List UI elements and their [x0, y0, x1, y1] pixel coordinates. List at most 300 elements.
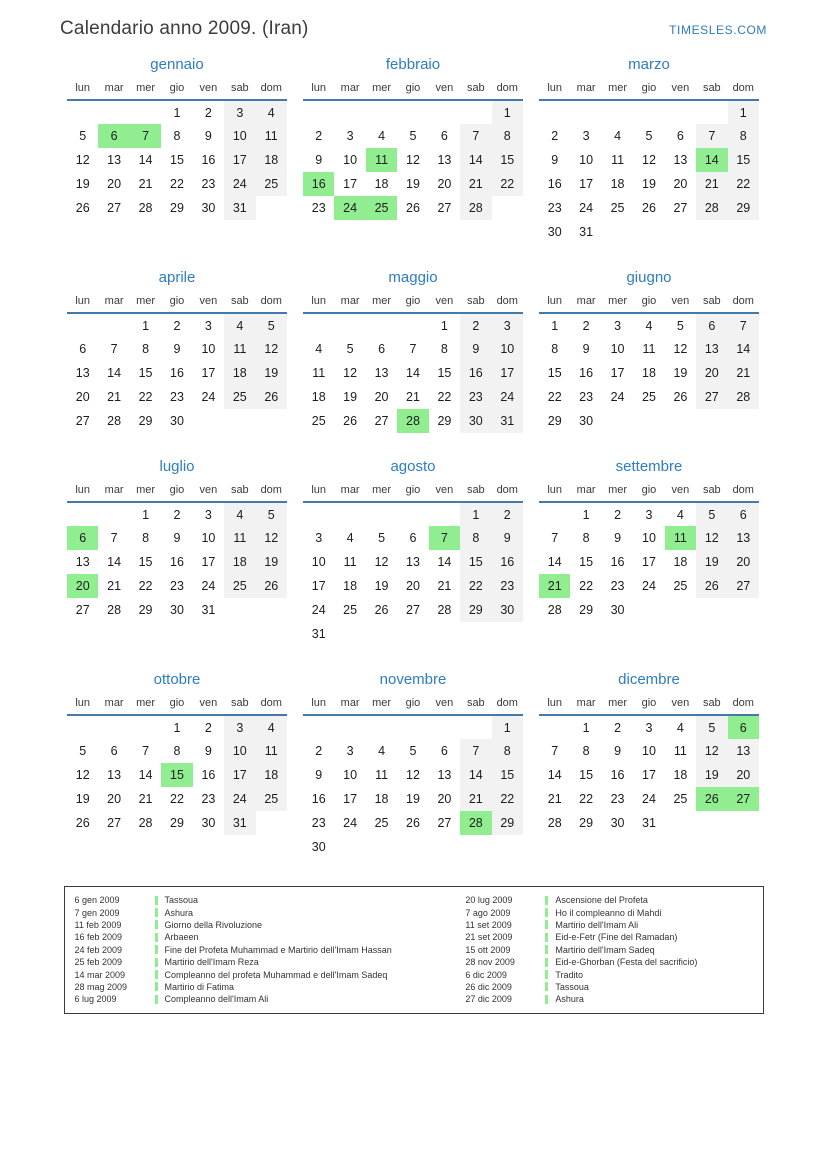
empty-cell [665, 220, 696, 244]
week-row [303, 763, 523, 787]
holiday-marker-bar [155, 908, 158, 917]
empty-cell [633, 100, 664, 124]
legend-row [455, 919, 762, 931]
day-cell: 20 [406, 579, 420, 593]
holiday-marker-bar [155, 920, 158, 929]
weekday-header: sab [224, 80, 255, 100]
day-cell: 3 [645, 507, 653, 522]
day-cell: 20 [728, 763, 759, 787]
legend-date: 21 set 2009 [465, 932, 513, 943]
legend-date: 28 mag 2009 [74, 981, 128, 992]
weekday-header: mer [366, 293, 397, 313]
day-cell: 5 [256, 502, 287, 526]
day-cell: 16 [201, 153, 216, 167]
day-cell: 2 [460, 313, 491, 337]
day-cell: 1 [142, 318, 150, 333]
day-cell: 26 [696, 787, 727, 811]
day-cell: 29 [138, 414, 153, 428]
day-cell: 1 [582, 720, 590, 735]
empty-cell [429, 502, 460, 526]
day-cell: 23 [610, 579, 625, 593]
day-cell: 7 [551, 744, 559, 758]
month-title: giugno [626, 269, 672, 286]
day-cell: 26 [75, 201, 90, 215]
day-cell: 22 [579, 792, 594, 806]
day-cell: 2 [614, 720, 622, 735]
week-row [539, 148, 759, 172]
day-cell: 6 [67, 526, 98, 550]
week-row [303, 361, 523, 385]
page-header [60, 18, 767, 40]
week-row [303, 100, 523, 124]
weekday-header: mar [570, 80, 601, 100]
day-cell: 20 [437, 177, 452, 191]
legend-label: Compleanno dell'Imam Ali [164, 994, 269, 1005]
day-cell: 9 [315, 768, 323, 782]
weekday-header: ven [193, 482, 224, 502]
day-cell: 20 [673, 177, 688, 191]
day-cell: 16 [201, 768, 216, 782]
weekday-header: sab [460, 80, 491, 100]
week-row [539, 739, 759, 763]
holiday-marker-bar [155, 958, 158, 967]
day-cell: 17 [311, 579, 326, 593]
empty-cell [98, 100, 129, 124]
day-cell: 18 [374, 792, 389, 806]
day-cell: 11 [343, 555, 357, 569]
day-cell: 29 [547, 414, 562, 428]
day-cell: 28 [437, 603, 452, 617]
day-cell: 23 [201, 177, 216, 191]
empty-cell [429, 622, 460, 646]
day-cell: 8 [551, 342, 559, 356]
day-cell: 12 [696, 739, 727, 763]
weekday-header: mar [334, 293, 365, 313]
month-table [303, 482, 523, 646]
month-title: febbraio [385, 56, 441, 73]
empty-cell [397, 502, 428, 526]
day-cell: 21 [728, 361, 759, 385]
day-cell: 9 [315, 153, 323, 167]
day-cell: 26 [642, 201, 656, 215]
day-cell: 10 [579, 153, 594, 167]
empty-cell [602, 220, 633, 244]
day-cell: 29 [579, 603, 594, 617]
legend-row [455, 944, 762, 956]
day-cell: 6 [409, 531, 417, 545]
month-title: dicembre [618, 671, 680, 688]
day-cell: 27 [406, 603, 420, 617]
day-cell: 21 [547, 792, 562, 806]
day-cell: 22 [437, 390, 452, 404]
weekday-header: mar [98, 80, 129, 100]
day-cell: 25 [642, 390, 656, 404]
day-cell: 5 [676, 318, 684, 333]
day-cell: 23 [170, 390, 184, 404]
legend-date: 27 dic 2009 [465, 994, 512, 1005]
day-cell: 5 [79, 744, 87, 758]
legend-label: Martirio dell'Imam Sadeq [555, 944, 655, 955]
day-cell: 20 [437, 792, 452, 806]
empty-cell [366, 622, 397, 646]
empty-cell [728, 220, 759, 244]
weekday-header: lun [539, 293, 570, 313]
day-cell: 15 [492, 148, 523, 172]
empty-cell [334, 715, 365, 739]
empty-cell [397, 715, 428, 739]
day-cell: 14 [138, 153, 153, 167]
weekday-header: gio [633, 293, 664, 313]
legend-row [455, 906, 762, 918]
empty-cell [67, 313, 98, 337]
day-cell: 20 [107, 177, 122, 191]
day-cell: 25 [224, 574, 255, 598]
legend-row [65, 919, 456, 931]
week-row [67, 385, 287, 409]
week-row [539, 598, 759, 622]
day-cell: 28 [547, 603, 562, 617]
weekday-header: gio [397, 695, 428, 715]
day-cell: 19 [75, 177, 90, 191]
day-cell: 7 [110, 342, 118, 356]
day-cell: 8 [492, 124, 523, 148]
week-row [303, 124, 523, 148]
day-cell: 3 [315, 531, 323, 545]
week-row [303, 787, 523, 811]
day-cell: 3 [492, 313, 523, 337]
weekday-header: gio [397, 482, 428, 502]
month-title: maggio [388, 269, 438, 286]
day-cell: 24 [492, 385, 523, 409]
day-cell: 14 [460, 148, 491, 172]
month-table [539, 80, 759, 244]
weekday-header: gio [397, 80, 428, 100]
empty-cell [696, 811, 727, 835]
empty-cell [539, 715, 570, 739]
day-cell: 10 [224, 739, 255, 763]
month-settembre [539, 458, 759, 646]
legend-label: Ho il compleanno di Mahdi [555, 907, 662, 918]
day-cell: 8 [173, 744, 181, 758]
holiday-marker-bar [545, 945, 548, 954]
day-cell: 12 [75, 768, 90, 782]
empty-cell [665, 811, 696, 835]
empty-cell [67, 502, 98, 526]
weekday-header: sab [460, 695, 491, 715]
holiday-legend [64, 886, 764, 1014]
day-cell: 28 [696, 196, 727, 220]
day-cell: 6 [676, 129, 684, 143]
weekday-header: mar [334, 482, 365, 502]
day-cell: 4 [224, 502, 255, 526]
empty-cell [665, 409, 696, 433]
empty-cell [334, 313, 365, 337]
week-row [67, 526, 287, 550]
week-row [67, 502, 287, 526]
day-cell: 17 [579, 177, 594, 191]
day-cell: 13 [75, 366, 90, 380]
day-cell: 1 [728, 100, 759, 124]
day-cell: 19 [374, 579, 389, 593]
week-row [67, 100, 287, 124]
day-cell: 29 [579, 816, 594, 830]
empty-cell [665, 100, 696, 124]
legend-date: 20 lug 2009 [465, 895, 513, 906]
day-cell: 9 [492, 526, 523, 550]
empty-cell [633, 220, 664, 244]
empty-cell [67, 100, 98, 124]
day-cell: 21 [406, 390, 420, 404]
empty-cell [460, 715, 491, 739]
day-cell: 27 [107, 201, 122, 215]
day-cell: 24 [201, 579, 216, 593]
day-cell: 16 [492, 550, 523, 574]
day-cell: 2 [173, 507, 181, 522]
day-cell: 27 [374, 414, 389, 428]
day-cell: 10 [201, 531, 216, 545]
day-cell: 30 [492, 598, 523, 622]
day-cell: 29 [138, 603, 153, 617]
week-row [539, 526, 759, 550]
day-cell: 5 [409, 744, 417, 758]
day-cell: 4 [256, 100, 287, 124]
day-cell: 11 [375, 768, 389, 782]
legend-row [65, 981, 456, 993]
day-cell: 27 [696, 385, 727, 409]
weekday-header: sab [696, 80, 727, 100]
day-cell: 3 [346, 744, 354, 758]
day-cell: 31 [201, 603, 216, 617]
day-cell: 6 [696, 313, 727, 337]
day-cell: 24 [201, 390, 216, 404]
day-cell: 16 [311, 792, 326, 806]
day-cell: 25 [366, 196, 397, 220]
empty-cell [460, 100, 491, 124]
day-cell: 14 [406, 366, 420, 380]
site-link[interactable]: TIMESLES.COM [669, 23, 767, 37]
day-cell: 30 [201, 201, 216, 215]
week-row [67, 550, 287, 574]
legend-date: 16 feb 2009 [74, 932, 123, 943]
weekday-header: sab [696, 695, 727, 715]
weekday-header: gio [633, 482, 664, 502]
day-cell: 8 [440, 342, 448, 356]
day-cell: 25 [374, 816, 389, 830]
weekday-header: ven [665, 293, 696, 313]
day-cell: 22 [138, 579, 153, 593]
legend-row [455, 981, 762, 993]
day-cell: 16 [460, 361, 491, 385]
week-row [303, 337, 523, 361]
day-cell: 27 [673, 201, 688, 215]
day-cell: 3 [614, 318, 622, 333]
week-row [67, 763, 287, 787]
legend-label: Martirio dell'Imam Reza [164, 957, 259, 968]
day-cell: 20 [107, 792, 122, 806]
day-cell: 15 [579, 768, 594, 782]
holiday-marker-bar [545, 970, 548, 979]
day-cell: 27 [437, 201, 452, 215]
day-cell: 20 [75, 390, 90, 404]
day-cell: 14 [547, 555, 562, 569]
month-title: ottobre [153, 671, 201, 688]
month-aprile [67, 269, 287, 433]
week-row [67, 148, 287, 172]
day-cell: 7 [728, 313, 759, 337]
legend-date: 26 dic 2009 [465, 981, 512, 992]
weekday-header: mar [98, 695, 129, 715]
weekday-header: gio [161, 80, 192, 100]
day-cell: 4 [224, 313, 255, 337]
weekday-header: lun [67, 293, 98, 313]
day-cell: 19 [256, 550, 287, 574]
month-title: agosto [390, 458, 436, 475]
day-cell: 14 [437, 555, 452, 569]
day-cell: 16 [547, 177, 562, 191]
day-cell: 28 [397, 409, 428, 433]
day-cell: 8 [492, 739, 523, 763]
day-cell: 14 [107, 366, 122, 380]
day-cell: 16 [170, 555, 184, 569]
empty-cell [303, 502, 334, 526]
weekday-header: mer [130, 80, 161, 100]
legend-date: 6 lug 2009 [74, 994, 117, 1005]
day-cell: 4 [676, 720, 684, 735]
day-cell: 15 [547, 366, 562, 380]
day-cell: 24 [334, 196, 365, 220]
holiday-marker-bar [155, 945, 158, 954]
day-cell: 19 [406, 792, 420, 806]
day-cell: 31 [642, 816, 656, 830]
day-cell: 1 [492, 715, 523, 739]
day-cell: 8 [582, 531, 590, 545]
weekday-header: dom [256, 695, 287, 715]
day-cell: 26 [256, 385, 287, 409]
day-cell: 13 [728, 526, 759, 550]
empty-cell [366, 313, 397, 337]
weekday-header: gio [397, 293, 428, 313]
weekday-header: dom [492, 695, 523, 715]
week-row [539, 220, 759, 244]
day-cell: 8 [460, 526, 491, 550]
day-cell: 7 [551, 531, 559, 545]
empty-cell [98, 313, 129, 337]
weekday-header: dom [492, 80, 523, 100]
week-row [539, 196, 759, 220]
weekday-header: lun [303, 293, 334, 313]
day-cell: 30 [610, 603, 625, 617]
empty-cell [366, 502, 397, 526]
weekday-header: dom [256, 293, 287, 313]
day-cell: 2 [315, 744, 323, 758]
day-cell: 22 [579, 579, 594, 593]
week-row [67, 124, 287, 148]
empty-cell [98, 715, 129, 739]
empty-cell [303, 715, 334, 739]
empty-cell [366, 835, 397, 859]
day-cell: 12 [673, 342, 688, 356]
day-cell: 18 [256, 148, 287, 172]
holiday-marker-bar [545, 896, 548, 905]
weekday-header: mer [130, 482, 161, 502]
empty-cell [334, 502, 365, 526]
day-cell: 16 [579, 366, 594, 380]
day-cell: 25 [256, 172, 287, 196]
day-cell: 9 [173, 342, 181, 356]
empty-cell [602, 100, 633, 124]
day-cell: 22 [492, 787, 523, 811]
week-row [303, 598, 523, 622]
day-cell: 24 [642, 792, 656, 806]
weekday-header: mer [366, 80, 397, 100]
day-cell: 12 [343, 366, 358, 380]
legend-label: Martirio dell'Imam Ali [555, 919, 639, 930]
day-cell: 4 [614, 129, 622, 143]
day-cell: 22 [170, 792, 184, 806]
day-cell: 26 [75, 816, 90, 830]
weekday-header: gio [633, 80, 664, 100]
week-row [539, 811, 759, 835]
day-cell: 1 [142, 507, 150, 522]
legend-column-left [65, 894, 456, 1006]
day-cell: 19 [696, 763, 727, 787]
legend-column-right [455, 894, 762, 1006]
weekday-header: sab [224, 482, 255, 502]
day-cell: 12 [406, 768, 420, 782]
legend-date: 6 gen 2009 [74, 895, 120, 906]
legend-label: Tassoua [164, 895, 199, 906]
day-cell: 12 [374, 555, 389, 569]
day-cell: 10 [642, 531, 656, 545]
day-cell: 4 [645, 318, 653, 333]
day-cell: 22 [728, 172, 759, 196]
day-cell: 12 [75, 153, 90, 167]
month-table [303, 80, 523, 220]
day-cell: 10 [492, 337, 523, 361]
weekday-header: ven [193, 695, 224, 715]
week-row [67, 409, 287, 433]
weekday-header: dom [492, 482, 523, 502]
day-cell: 30 [201, 816, 216, 830]
legend-row [65, 993, 456, 1005]
day-cell: 13 [673, 153, 688, 167]
day-cell: 13 [107, 768, 122, 782]
day-cell: 6 [440, 129, 448, 143]
month-dicembre [539, 671, 759, 859]
legend-date: 25 feb 2009 [74, 957, 123, 968]
weekday-header: dom [492, 293, 523, 313]
day-cell: 12 [256, 337, 287, 361]
day-cell: 15 [437, 366, 452, 380]
empty-cell [728, 811, 759, 835]
legend-row [65, 906, 456, 918]
day-cell: 3 [204, 318, 212, 333]
day-cell: 19 [642, 177, 656, 191]
day-cell: 15 [161, 763, 192, 787]
day-cell: 30 [547, 225, 562, 239]
day-cell: 19 [75, 792, 90, 806]
day-cell: 8 [142, 342, 150, 356]
day-cell: 6 [79, 342, 87, 356]
weekday-header: mer [366, 482, 397, 502]
week-row [539, 361, 759, 385]
month-table [539, 482, 759, 622]
day-cell: 16 [170, 366, 184, 380]
legend-date: 15 ott 2009 [465, 944, 511, 955]
day-cell: 2 [582, 318, 590, 333]
empty-cell [728, 409, 759, 433]
day-cell: 12 [256, 526, 287, 550]
